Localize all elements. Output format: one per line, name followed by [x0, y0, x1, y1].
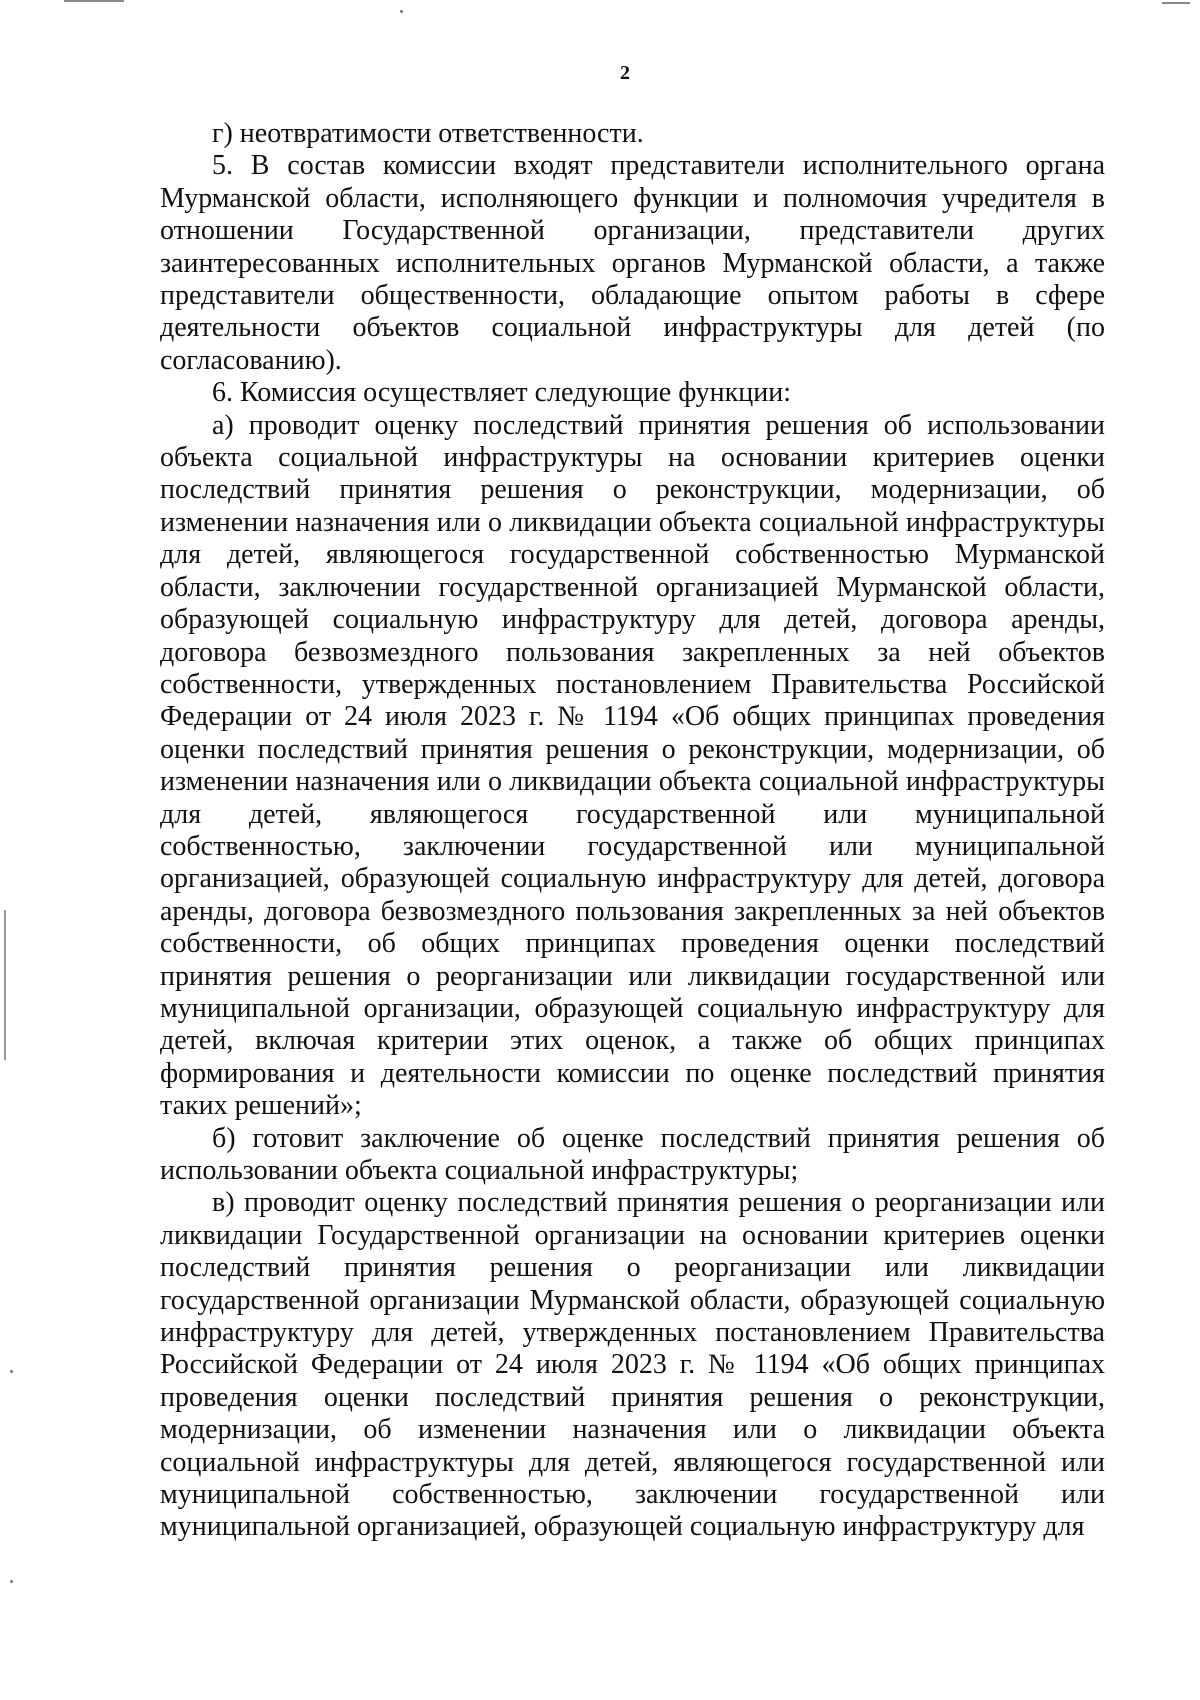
paragraph-item-a: а) проводит оценку последствий принятия решения об использовании объекта социальной инфраструктуры на основании критериев оценки последствий принятия решения о реконструкции, модернизации, об изменении назначения или о ликвидации объекта социальной инфраструктуры для детей, являющегося государственной собственностью Мурманской области, заключении государственной организацией Мурманской области, образующей социальную инфраструктуру для детей, договора аренды, договора безвозмездного пользования закрепленных за ней объектов собственности, утвержденных постановлением Правительства Российской Федерации от 24 июля 2023 г. № 1194 «Об общих принципах проведения оценки последствий принятия решения о реконструкции, модернизации, об изменении назначения или о ликвидации объекта социальной инфраструктуры для детей, являющегося государственной или муниципальной собственностью, заключении государственной или муниципальной организацией, образующей социальную инфраструктуру для детей, договора аренды, договора безвозмездного пользования закрепленных за ней объектов собственности, об общих принципах проведения оценки последствий принятия решения о реорганизации или ликвидации государственной или муниципальной организации, образующей социальную инфраструктуру для детей, включая критерии этих оценок, а также об общих принципах формирования и деятельности комиссии по оценке последствий принятия таких решений»;	[160, 409, 1105, 1122]
scan-artifact	[1162, 2, 1190, 4]
paragraph-item-g: г) неотвратимости ответственности.	[212, 118, 644, 149]
paragraph-item-v: в) проводит оценку последствий принятия решения о реорганизации или ликвидации Государственной организации на основании критериев оценки последствий принятия решения о реорганизации или ликвидации государственной организации Мурманской области, образующей социальную инфраструктуру для детей, утвержденных постановлением Правительства Российской Федерации от 24 июля 2023 г. № 1194 «Об общих принципах проведения оценки последствий принятия решения о реконструкции, модернизации, об изменении назначения или о ликвидации объекта социальной инфраструктуры для детей, являющегося государственной или муниципальной собственностью, заключении государственной или муниципальной организацией, образующей социальную инфраструктуру для	[160, 1187, 1105, 1543]
page-number: 2	[620, 62, 630, 84]
scan-artifact	[10, 1580, 13, 1583]
scan-artifact	[4, 910, 6, 1060]
paragraph-6-commission-functions: 6. Комиссия осуществляет следующие функции:	[212, 377, 792, 409]
paragraph-item-b: б) готовит заключение об оценке последствий принятия решения об использовании объекта социальной инфраструктуры;	[160, 1122, 1105, 1186]
scan-artifact	[400, 10, 403, 13]
scan-artifact	[10, 1370, 13, 1373]
paragraph-5-commission-composition: 5. В состав комиссии входят представители исполнительного органа Мурманской области, исполняющего функции и полномочия учредителя в отношении Государственной организации, представители других заинтересованных исполнительных органов Мурманской области, а также представители общественности, обладающие опытом работы в сфере деятельности объектов социальной инфраструктуры для детей (по согласованию).	[160, 150, 1105, 376]
document-body	[160, 118, 1105, 1544]
scan-artifact	[64, 0, 124, 2]
